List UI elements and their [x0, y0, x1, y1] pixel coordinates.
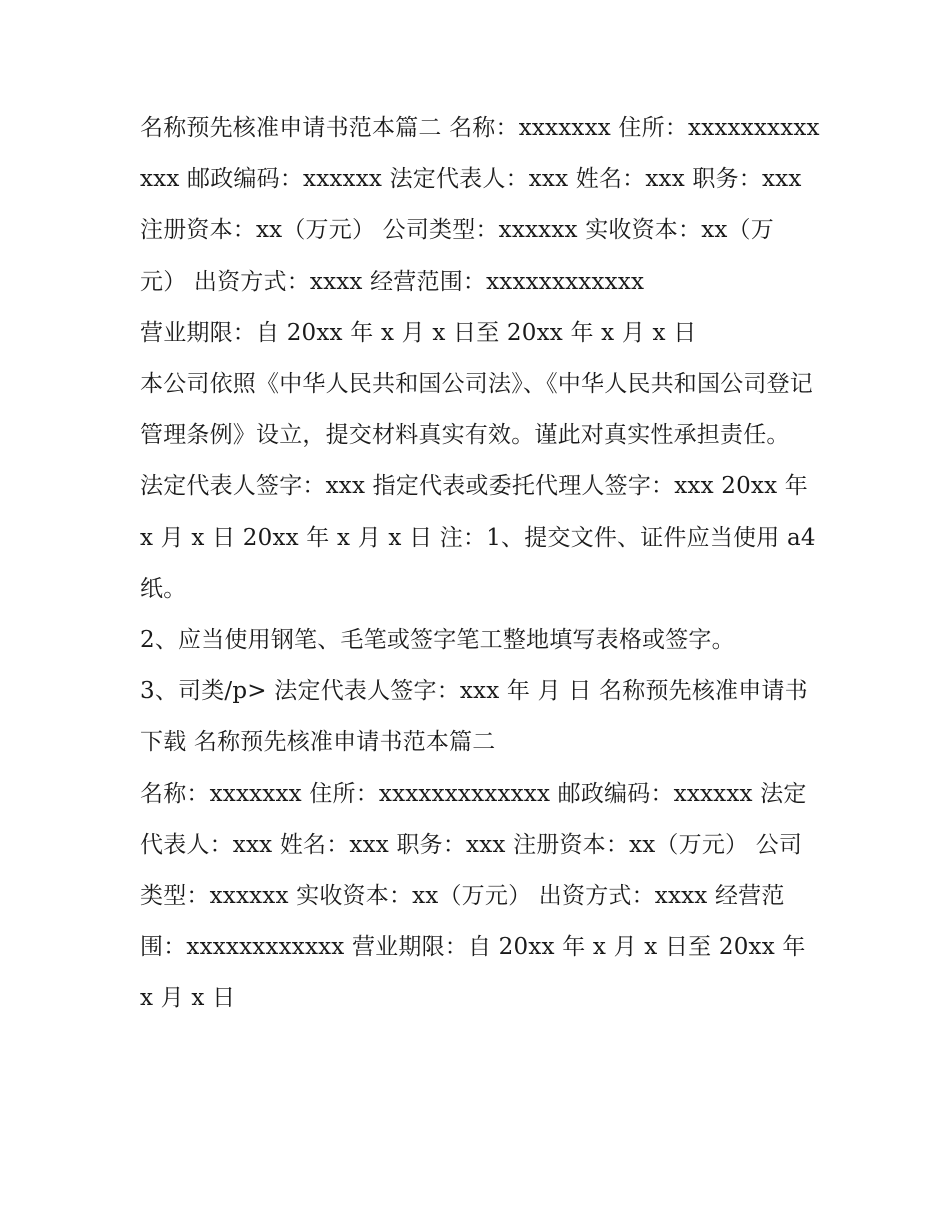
paragraph-application-header: 名称预先核准申请书范本篇二 名称：xxxxxxx 住所：xxxxxxxxxxxxx 邮政编码：xxxxxx 法定代表人：xxx 姓名：xxx 职务：xxx: [140, 115, 820, 193]
paragraph-note-2: 2、应当使用钢笔、毛笔或签字笔工整地填写表格或签字。: [140, 627, 735, 654]
paragraph-signatures-and-note-1: 法定代表人签字：xxx 指定代表或委托代理人签字：xxx 20xx 年 x 月 x 日 20xx 年 x 月 x 日 注：1、提交文件、证件应当使用 a4 纸。: [140, 473, 816, 602]
paragraph-capital-and-scope: 注册资本：xx（万元） 公司类型：xxxxxx 实收资本：xx（万元） 出资方式：xxxx 经营范围：xxxxxxxxxxxx: [140, 217, 774, 295]
document-body: [140, 103, 820, 1025]
paragraph-note-3: 3、司类/p> 法定代表人签字：xxx 年 月 日 名称预先核准申请书下载 名称预先核准申请书范本篇二: [140, 678, 808, 756]
paragraph-application-repeat: 名称：xxxxxxx 住所：xxxxxxxxxxxxx 邮政编码：xxxxxx 法定代表人：xxx 姓名：xxx 职务：xxx 注册资本：xx（万元） 公司类型：xxxxxx 实收资本：xx（万元） 出资方式：xxxx 经营范围：xxxxxxxxxxxx 营业期限：自 20xx 年 x 月 x 日至 20xx 年 x 月 x 日: [140, 780, 807, 1012]
paragraph-legal-statement: 本公司依照《中华人民共和国公司法》、《中华人民共和国公司登记管理条例》设立，提交材料真实有效。谨此对真实性承担责任。: [140, 371, 813, 449]
paragraph-business-term: 营业期限：自 20xx 年 x 月 x 日至 20xx 年 x 月 x 日: [140, 319, 697, 346]
